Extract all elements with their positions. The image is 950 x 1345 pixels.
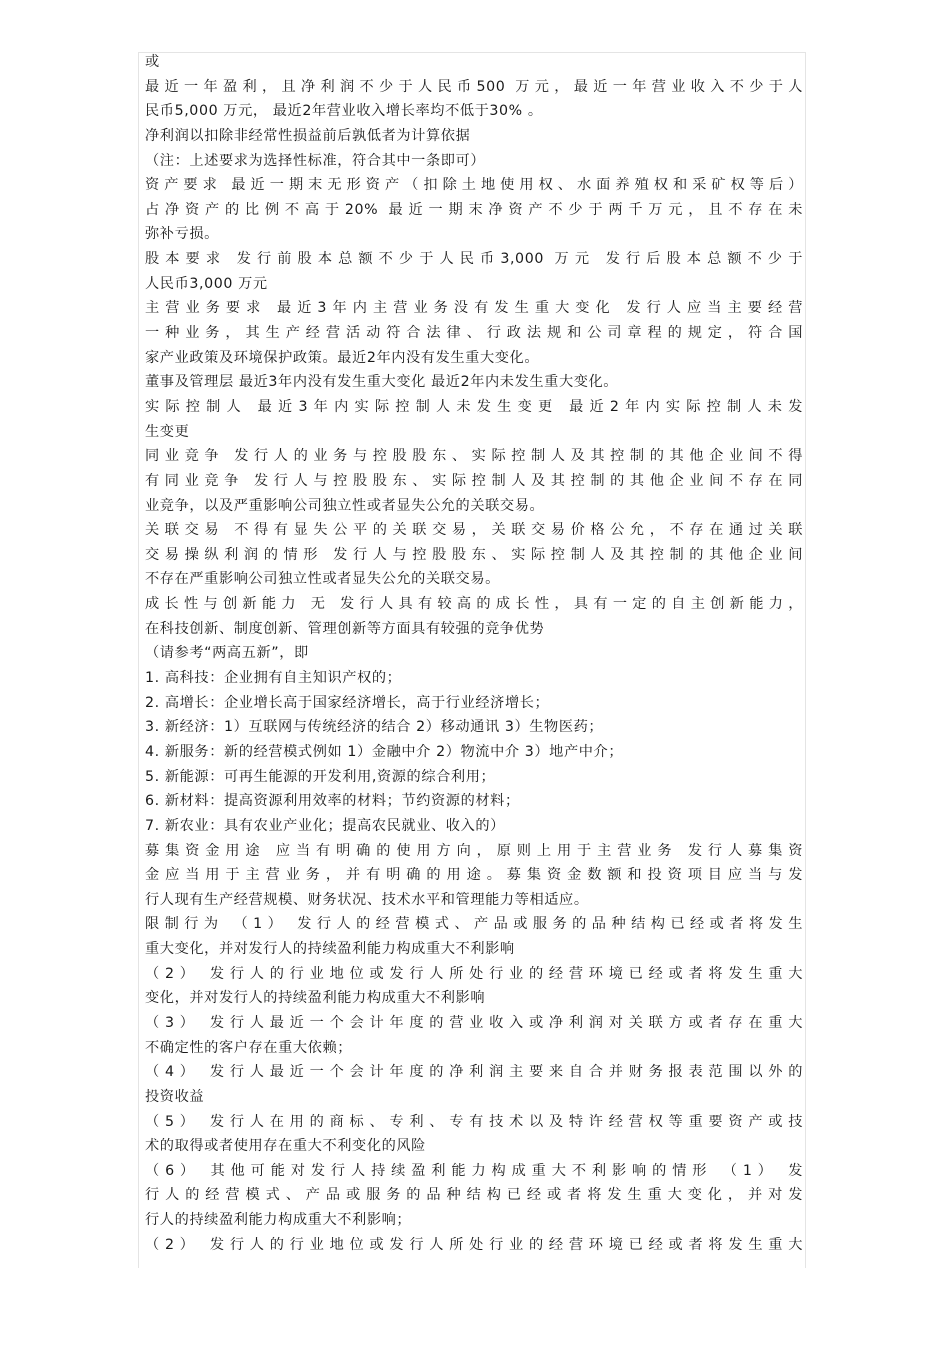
text-line: 3. 新经济：1）互联网与传统经济的结合 2）移动通讯 3）生物医药； <box>145 719 604 736</box>
text-line: 重大变化，并对发行人的持续盈利能力构成重大不利影响 <box>145 941 515 958</box>
text-line: （注：上述要求为选择性标准，符合其中一条即可） <box>145 152 486 169</box>
text-line: 1. 高科技：企业拥有自主知识产权的； <box>145 670 402 687</box>
text-line: 投资收益 <box>145 1088 205 1105</box>
text-line: 行人的持续盈利能力构成重大不利影响； <box>145 1212 412 1229</box>
text-line: 行人的经营模式、产品或服务的品种结构已经或者将发生重大变化，并对发 <box>145 1187 803 1204</box>
text-line: 成长性与创新能力 无 发行人具有较高的成长性，具有一定的自主创新能力， <box>145 596 803 613</box>
text-line: 业竞争，以及严重影响公司独立性或者显失公允的关联交易。 <box>145 497 545 514</box>
text-line: 5. 新能源：可再生能源的开发利用,资源的综合利用； <box>145 768 496 785</box>
text-line: 不确定性的客户存在重大依赖； <box>145 1039 353 1056</box>
text-line: 4. 新服务：新的经营模式例如 1）金融中介 2）物流中介 3）地产中介； <box>145 743 624 760</box>
text-line: （2） 发行人的行业地位或发行人所处行业的经营环境已经或者将发生重大 <box>145 1236 803 1253</box>
text-line: 净利润以扣除非经常性损益前后孰低者为计算依据 <box>145 127 471 144</box>
text-line: 7. 新农业：具有农业产业化；提高农民就业、收入的） <box>145 817 505 834</box>
text-line: 同业竞争 发行人的业务与控股股东、实际控制人及其控制的其他企业间不得 <box>145 448 803 465</box>
text-line: （请参考“两高五新”，即 <box>145 645 309 662</box>
text-line: （3） 发行人最近一个会计年度的营业收入或净利润对关联方或者存在重大 <box>145 1014 803 1031</box>
text-line: 6. 新材料：提高资源利用效率的材料；节约资源的材料； <box>145 793 520 810</box>
text-line: 董事及管理层 最近3年内没有发生重大变化 最近2年内未发生重大变化。 <box>145 374 619 391</box>
text-line: 弥补亏损。 <box>145 226 219 243</box>
text-line: （2） 发行人的行业地位或发行人所处行业的经营环境已经或者将发生重大 <box>145 965 803 982</box>
text-line: 或 <box>145 54 160 70</box>
text-line: 家产业政策及环境保护政策。最近2年内没有发生重大变化。 <box>145 349 540 366</box>
text-line: 行人现有生产经营规模、财务状况、技术水平和管理能力等相适应。 <box>145 891 589 908</box>
text-line: 占净资产的比例不高于20% 最近一期末净资产不少于两千万元，且不存在未 <box>145 201 803 218</box>
text-line: 关联交易 不得有显失公平的关联交易，关联交易价格公允，不存在通过关联 <box>145 522 803 539</box>
text-line: 在科技创新、制度创新、管理创新等方面具有较强的竞争优势 <box>145 620 545 637</box>
document-body <box>145 50 803 1257</box>
text-line: 生变更 <box>145 423 190 440</box>
text-line: 有同业竞争 发行人与控股股东、实际控制人及其控制的其他企业间不存在同 <box>145 472 803 489</box>
text-line: 术的取得或者使用存在重大不利变化的风险 <box>145 1138 426 1155</box>
text-line: 股本要求 发行前股本总额不少于人民币3,000 万元 发行后股本总额不少于 <box>145 251 803 268</box>
text-line: 实际控制人 最近3年内实际控制人未发生变更 最近2年内实际控制人未发 <box>145 398 803 415</box>
text-line: 资产要求 最近一期末无形资产（扣除土地使用权、水面养殖权和采矿权等后） <box>145 177 803 194</box>
text-line: 募集资金用途 应当有明确的使用方向，原则上用于主营业务 发行人募集资 <box>145 842 803 859</box>
text-line: 不存在严重影响公司独立性或者显失公允的关联交易。 <box>145 571 500 588</box>
text-line: 交易操纵利润的情形 发行人与控股股东、实际控制人及其控制的其他企业间 <box>145 546 803 563</box>
text-line: 2. 高增长：企业增长高于国家经济增长，高于行业经济增长； <box>145 694 550 711</box>
text-line: 变化，并对发行人的持续盈利能力构成重大不利影响 <box>145 990 486 1007</box>
text-line: 一种业务，其生产经营活动符合法律、行政法规和公司章程的规定，符合国 <box>145 325 803 342</box>
text-line: 主营业务要求 最近3年内主营业务没有发生重大变化 发行人应当主要经营 <box>145 300 803 317</box>
text-line: （4） 发行人最近一个会计年度的净利润主要来自合并财务报表范围以外的 <box>145 1064 803 1081</box>
text-line: 人民币3,000 万元 <box>145 275 268 292</box>
text-line: 民币5,000 万元， 最近2年营业收入增长率均不低于30% 。 <box>145 103 543 120</box>
text-line: （5） 发行人在用的商标、专利、专有技术以及特许经营权等重要资产或技 <box>145 1113 803 1130</box>
text-line: 最近一年盈利，且净利润不少于人民币500 万元，最近一年营业收入不少于人 <box>145 78 803 95</box>
text-line: 限制行为 （1） 发行人的经营模式、产品或服务的品种结构已经或者将发生 <box>145 916 803 933</box>
text-line: （6） 其他可能对发行人持续盈利能力构成重大不利影响的情形 （1） 发 <box>145 1162 803 1179</box>
text-line: 金应当用于主营业务，并有明确的用途。募集资金数额和投资项目应当与发 <box>145 867 803 884</box>
